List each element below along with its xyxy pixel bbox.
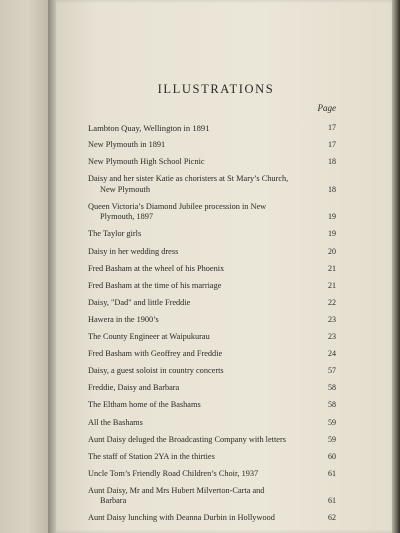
caption-text: New Plymouth in 1891 [88, 140, 166, 150]
caption-continuation: New Plymouth [100, 184, 151, 194]
caption-text: All the Bashams [88, 417, 143, 427]
caption-text: Lambton Quay, Wellington in 1891 [88, 123, 210, 133]
page-number: 60 [328, 451, 336, 461]
page-number: 57 [328, 366, 336, 376]
caption-text: The Eltham home of the Bashams [88, 400, 201, 410]
illustration-entry [88, 363, 336, 380]
caption-text: Aunt Daisy deluged the Broadcasting Company with letters [88, 434, 286, 444]
illustration-entry [88, 397, 336, 414]
illustration-caption [88, 247, 324, 258]
page-number: 21 [328, 263, 336, 273]
illustration-entry [88, 154, 336, 171]
illustration-entry [88, 431, 336, 448]
page-number: 19 [328, 212, 336, 222]
illustration-entry [88, 117, 336, 137]
illustration-caption [88, 349, 324, 360]
caption-text: New Plymouth High School Picnic [88, 157, 205, 167]
page-number: 23 [328, 332, 336, 342]
caption-text: Fred Basham at the wheel of his Phoenix [88, 263, 225, 273]
page-number: 58 [328, 400, 336, 410]
page-number: 59 [328, 417, 336, 427]
illustration-caption [88, 400, 324, 411]
page-number: 17 [328, 123, 336, 132]
illustration-entry [88, 277, 336, 294]
page-column-heading: Page [317, 103, 336, 113]
page-number: 23 [328, 314, 336, 324]
page-number: 18 [328, 157, 336, 167]
illustration-caption [88, 383, 324, 394]
illustration-entry [88, 414, 336, 431]
illustration-entry [88, 510, 336, 527]
page-number: 22 [328, 297, 336, 307]
illustration-caption [88, 366, 324, 377]
illustration-entry [88, 483, 336, 511]
illustration-caption [88, 123, 324, 134]
illustration-entry [88, 137, 336, 154]
facing-page [0, 0, 50, 533]
illustration-caption [88, 418, 324, 429]
caption-text: The County Engineer at Waipukurau [88, 332, 210, 342]
page-number: 59 [328, 434, 336, 444]
illustrations-list-page [88, 82, 336, 527]
caption-text: Aunt Daisy, Mr and Mrs Hubert Milverton-Carta and [88, 485, 265, 495]
illustration-caption [88, 332, 324, 343]
caption-text: Daisy in her wedding dress [88, 246, 179, 256]
caption-text: Fred Basham at the time of his marriage [88, 280, 222, 290]
page-number: 61 [328, 468, 336, 478]
page-number: 62 [328, 513, 336, 523]
caption-text: Queen Victoria’s Diamond Jubilee procession in New [88, 201, 267, 211]
page-number: 19 [328, 229, 336, 239]
page-number: 58 [328, 383, 336, 393]
illustration-caption [88, 229, 324, 240]
illustration-entry [88, 346, 336, 363]
page-number: 20 [328, 246, 336, 256]
illustration-caption [88, 486, 324, 507]
illustration-entry [88, 448, 336, 465]
caption-text: The staff of Station 2YA in the thirties [88, 451, 215, 461]
page-number: 18 [328, 184, 336, 194]
illustrations-list [88, 117, 336, 527]
illustration-caption [88, 281, 324, 292]
illustration-caption [88, 264, 324, 275]
illustration-caption [88, 157, 324, 168]
page-number: 61 [328, 496, 336, 506]
caption-text: Daisy and her sister Katie as choristers at St Mary’s Church, [88, 174, 289, 184]
caption-text: The Taylor girls [88, 229, 142, 239]
illustration-entry [88, 380, 336, 397]
page-edge [392, 0, 400, 533]
page-number: 21 [328, 280, 336, 290]
caption-text: Aunt Daisy lunching with Deanna Durbin in Hollywood [88, 513, 275, 523]
caption-continuation: Barbara [100, 496, 127, 506]
illustration-entry [88, 295, 336, 312]
illustration-caption [88, 452, 324, 463]
illustration-caption [88, 435, 324, 446]
page-number: 17 [328, 140, 336, 150]
illustration-caption [88, 140, 324, 151]
illustration-entry [88, 243, 336, 260]
caption-text: Daisy, "Dad" and little Freddie [88, 297, 191, 307]
illustration-caption [88, 174, 324, 195]
caption-text: Fred Basham with Geoffrey and Freddie [88, 349, 223, 359]
illustration-caption [88, 202, 324, 223]
page-title: ILLUSTRATIONS [157, 82, 275, 96]
caption-continuation: Plymouth, 1897 [100, 212, 154, 222]
illustration-entry [88, 465, 336, 482]
caption-text: Freddie, Daisy and Barbara [88, 383, 180, 393]
illustration-entry [88, 226, 336, 243]
illustration-caption [88, 298, 324, 309]
illustration-entry [88, 260, 336, 277]
page-number: 24 [328, 349, 336, 359]
illustration-entry [88, 199, 336, 227]
caption-text: Hawera in the 1900’s [88, 314, 159, 324]
caption-text: Daisy, a guest soloist in country concerts [88, 366, 224, 376]
illustration-caption [88, 513, 324, 524]
illustration-caption [88, 315, 324, 326]
illustration-entry [88, 329, 336, 346]
caption-text: Uncle Tom’s Friendly Road Children’s Choir, 1937 [88, 468, 259, 478]
illustration-entry [88, 312, 336, 329]
illustration-entry [88, 171, 336, 199]
illustration-caption [88, 469, 324, 480]
